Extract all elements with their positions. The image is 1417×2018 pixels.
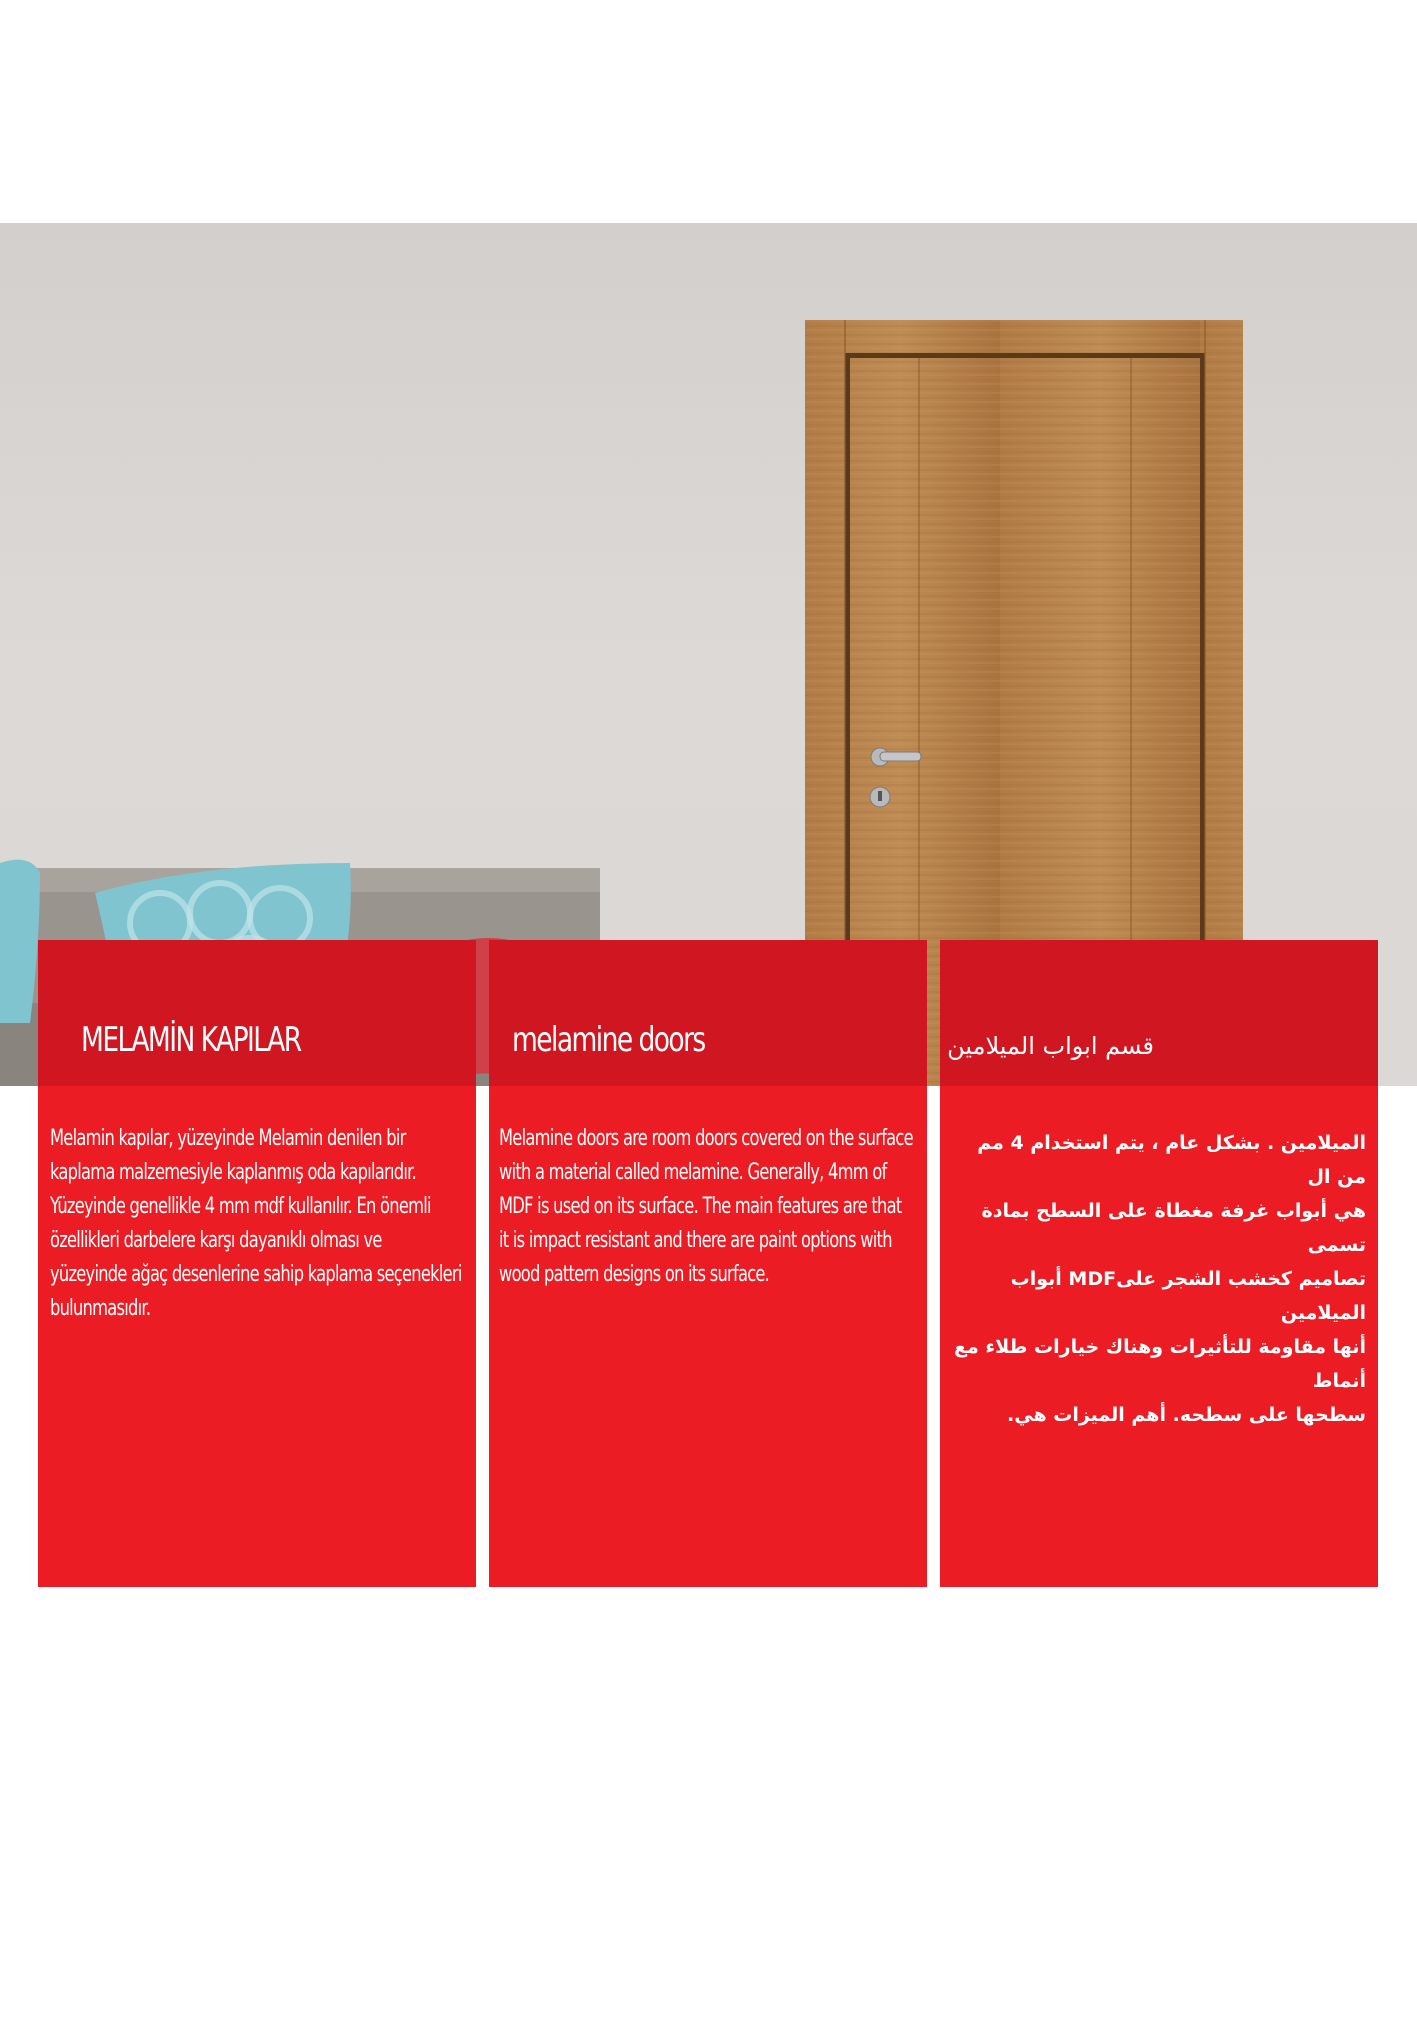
panel-header (940, 940, 1378, 1086)
panel-title-turkish: MELAMİN KAPILAR (81, 1020, 301, 1060)
panel-turkish (38, 940, 476, 1587)
panel-body-english: Melamine doors are room doors covered on the surface with a material called melamine. Generally, 4mm of MDF is used on its surface. The main features are that it is impact resistant and there are paint options with wood pattern designs on its surface. (499, 1126, 913, 1287)
panel-header (489, 940, 927, 1086)
panel-title-arabic: قسم ابواب الميلامين (947, 1032, 1154, 1060)
panel-body-turkish: Melamin kapılar, yüzeyinde Melamin denilen bir kaplama malzemesiyle kaplanmış oda kapılarıdır. Yüzeyinde genellikle 4 mm mdf kullanılır. En önemli özellikleri darbelere karşı dayanıklı olması ve yüzeyinde ağaç desenlerine sahip kaplama seçenekleri bulunmasıdır. (50, 1126, 462, 1321)
panel-header (38, 940, 476, 1086)
panel-body-arabic: الميلامين . بشكل عام ، يتم استخدام 4 مم من ال هي أبواب غرفة مغطاة على السطح بمادة تسمى تصاميم كخشب الشجر علىMDF أبواب الميلامين أنها مقاومة للتأثيرات وهناك خيارات طلاء مع أنماط سطحها على سطحه. أهم الميزات هي. (954, 1132, 1366, 1426)
panel-arabic (940, 940, 1378, 1587)
panel-title-english: melamine doors (512, 1020, 705, 1060)
panel-english (489, 940, 927, 1587)
